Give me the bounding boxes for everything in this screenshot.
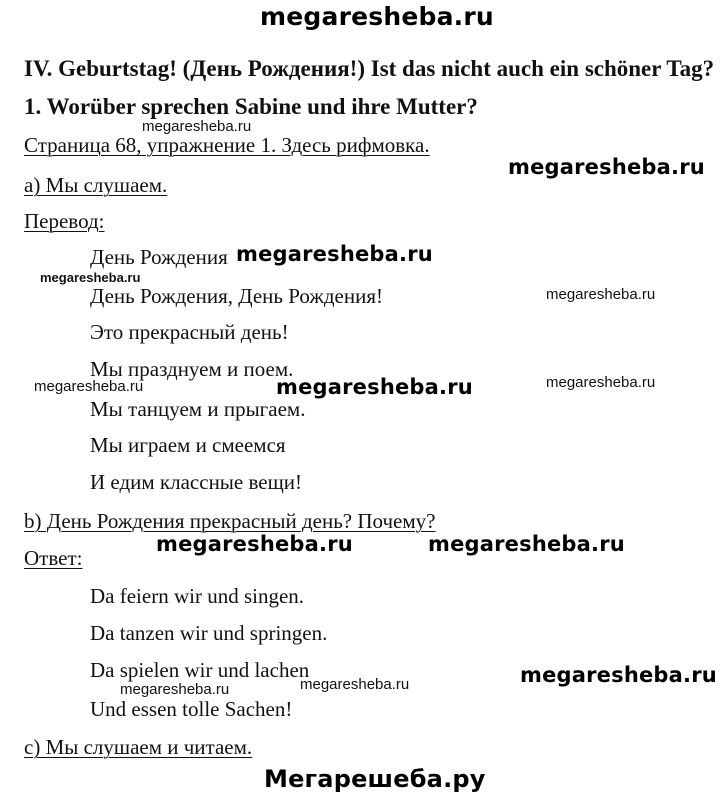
answer-label: Ответ: xyxy=(24,546,83,570)
poem-line-ru: Мы празднуем и поем. xyxy=(90,357,294,381)
poem-line-ru: Это прекрасный день! xyxy=(90,320,289,344)
watermark-large: megaresheba.ru xyxy=(276,375,473,399)
poem-line-de: Und essen tolle Sachen! xyxy=(90,697,293,721)
watermark-small: megaresheba.ru xyxy=(34,378,144,395)
translation-label: Перевод: xyxy=(24,209,105,233)
part-b-label: b) День Рождения прекрасный день? Почему? xyxy=(24,509,436,533)
poem-line-ru: Мы играем и смеемся xyxy=(90,433,286,457)
watermark-large: megaresheba.ru xyxy=(236,242,433,266)
watermark-large: megaresheba.ru xyxy=(520,663,717,687)
watermark-small: megaresheba.ru xyxy=(40,270,141,285)
watermark-small: megaresheba.ru xyxy=(546,374,656,391)
exercise-heading: 1. Worüber sprechen Sabine und ihre Mutter? xyxy=(24,94,478,119)
task-reference: Страница 68, упражнение 1. Здесь рифмовка. xyxy=(24,133,430,157)
part-c-label: c) Мы слушаем и читаем. xyxy=(24,735,253,759)
poem-line-ru: И едим классные вещи! xyxy=(90,470,302,494)
poem-line-ru: День Рождения xyxy=(90,245,228,269)
watermark-large: megaresheba.ru xyxy=(428,532,625,556)
watermark-top: megaresheba.ru xyxy=(260,2,494,31)
watermark-bottom: Мегарешеба.ру xyxy=(264,765,486,793)
poem-line-de: Da tanzen wir und springen. xyxy=(90,621,328,645)
watermark-large: megaresheba.ru xyxy=(156,532,353,556)
watermark-small: megaresheba.ru xyxy=(300,676,410,693)
watermark-large: megaresheba.ru xyxy=(508,155,705,179)
poem-line-ru: Мы танцуем и прыгаем. xyxy=(90,397,306,421)
poem-line-ru: День Рождения, День Рождения! xyxy=(90,284,383,308)
poem-line-de: Da feiern wir und singen. xyxy=(90,584,305,608)
watermark-small: megaresheba.ru xyxy=(546,286,656,303)
section-heading: IV. Geburtstag! (День Рождения!) Ist das nicht auch ein schöner Tag? xyxy=(24,56,715,81)
poem-line-de: Da spielen wir und lachen xyxy=(90,658,310,682)
watermark-small: megaresheba.ru xyxy=(120,681,230,698)
watermark-small: megaresheba.ru xyxy=(142,118,252,135)
part-a-label: a) Мы слушаем. xyxy=(24,173,168,197)
